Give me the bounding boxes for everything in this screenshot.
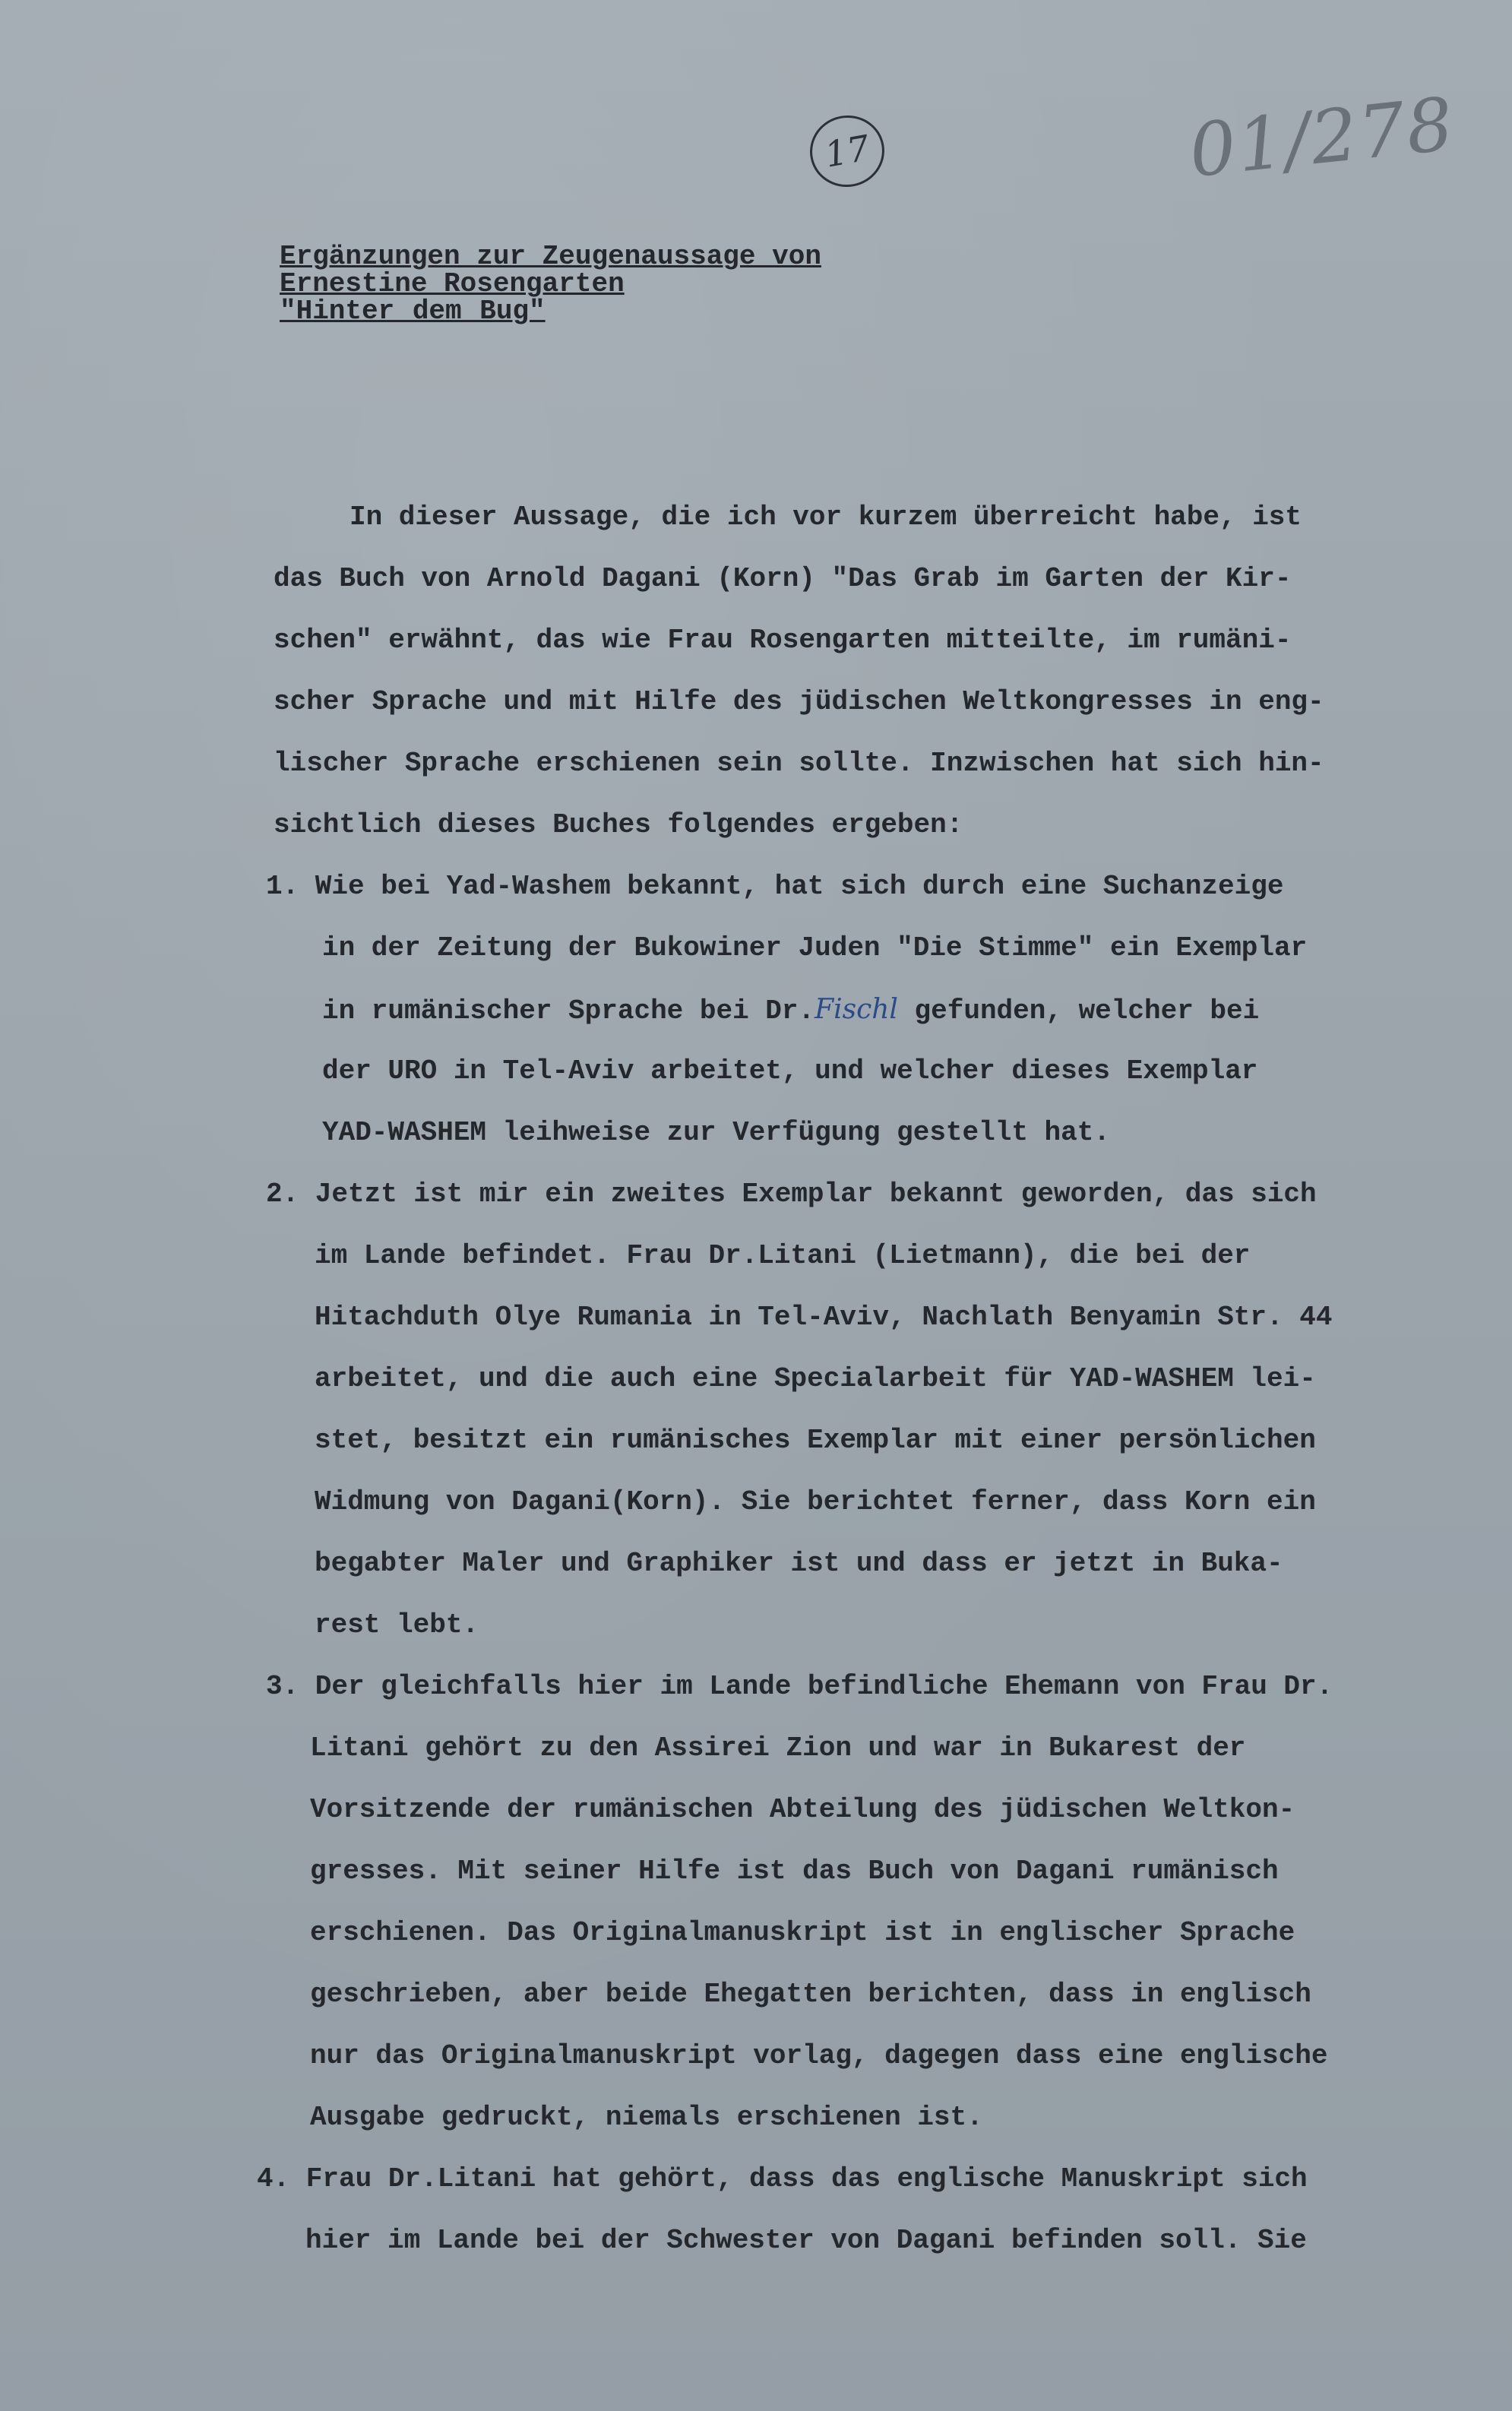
typed-text: in der Zeitung der Bukowiner Juden "Die Stimme" ein Exemplar (322, 932, 1308, 963)
text-line (274, 548, 1482, 609)
typed-text: schen" erwähnt, das wie Frau Rosengarten mitteilte, im rumäni- (274, 625, 1292, 656)
typed-text: gresses. Mit seiner Hilfe ist das Buch von Dagani rumänisch (310, 1856, 1279, 1887)
text-line (274, 794, 1482, 856)
heading-line: "Hinter dem Bug" (280, 296, 546, 327)
text-line (315, 1410, 1482, 1471)
text-line (274, 732, 1482, 794)
text-line (310, 1963, 1482, 2025)
heading-line: Ergänzungen zur Zeugenaussage von (280, 241, 821, 272)
text-line (310, 1902, 1482, 1963)
text-line (310, 1717, 1482, 1779)
text-line (322, 1102, 1482, 1163)
typed-text: stet, besitzt ein rumänisches Exemplar mit einer persönlichen (315, 1425, 1316, 1456)
typed-text: Ausgabe gedruckt, niemals erschienen ist. (310, 2102, 983, 2133)
text-line (274, 609, 1482, 671)
typed-text: arbeitet, und die auch eine Specialarbeit für YAD-WASHEM lei- (315, 1363, 1316, 1394)
page-number-stamp: 17 (805, 109, 890, 193)
typed-text: erschienen. Das Originalmanuskript ist in englischer Sprache (310, 1917, 1295, 1948)
typed-text: In dieser Aussage, die ich vor kurzem überreicht habe, ist (350, 502, 1302, 533)
text-line (322, 979, 1482, 1040)
text-line (315, 1225, 1482, 1286)
text-line (274, 671, 1482, 732)
typed-text: begabter Maler und Graphiker ist und dass er jetzt in Buka- (315, 1548, 1283, 1579)
typed-text: 2. Jetzt ist mir ein zweites Exemplar bekannt geworden, das sich (266, 1179, 1317, 1210)
text-line (310, 1840, 1482, 1902)
text-line (266, 1656, 1482, 1717)
typed-text: sichtlich dieses Buches folgendes ergeben: (274, 809, 963, 840)
text-line (257, 2148, 1482, 2210)
typed-text: in rumänischer Sprache bei Dr. (322, 995, 815, 1027)
document-body (257, 486, 1482, 2271)
text-line (310, 2025, 1482, 2087)
text-line (315, 1348, 1482, 1410)
typed-text: scher Sprache und mit Hilfe des jüdischen Weltkongresses in eng- (274, 686, 1324, 717)
typed-text: Hitachduth Olye Rumania in Tel-Aviv, Nachlath Benyamin Str. 44 (315, 1302, 1333, 1333)
typed-text: nur das Originalmanuskript vorlag, dagegen dass eine englische (310, 2040, 1328, 2071)
typed-text: lischer Sprache erschienen sein sollte. Inzwischen hat sich hin- (274, 748, 1324, 779)
text-line (305, 2210, 1482, 2271)
text-line (315, 1286, 1482, 1348)
typed-text: YAD-WASHEM leihweise zur Verfügung gestellt hat. (322, 1117, 1110, 1148)
text-line (266, 856, 1482, 917)
typed-text: 4. Frau Dr.Litani hat gehört, dass das englische Manuskript sich (257, 2163, 1308, 2194)
typed-text: im Lande befindet. Frau Dr.Litani (Lietmann), die bei der (315, 1240, 1251, 1271)
typed-text: 1. Wie bei Yad-Washem bekannt, hat sich durch eine Suchanzeige (266, 871, 1284, 902)
text-line (322, 917, 1482, 979)
typed-text: Widmung von Dagani(Korn). Sie berichtet ferner, dass Korn ein (315, 1486, 1316, 1517)
heading-line: Ernestine Rosengarten (280, 268, 625, 299)
typed-text: Vorsitzende der rumänischen Abteilung des jüdischen Weltkon- (310, 1794, 1295, 1825)
text-line (322, 1040, 1482, 1102)
typed-text: Litani gehört zu den Assirei Zion und war in Bukarest der (310, 1732, 1246, 1764)
text-line (266, 1163, 1482, 1225)
typed-text: das Buch von Arnold Dagani (Korn) "Das Grab im Garten der Kir- (274, 563, 1292, 594)
text-line (350, 486, 1482, 548)
handwritten-insertion: Fischl (815, 994, 898, 1025)
typed-text: rest lebt. (315, 1609, 479, 1641)
text-line (315, 1533, 1482, 1594)
typed-text: gefunden, welcher bei (897, 995, 1260, 1027)
text-line (315, 1471, 1482, 1533)
text-line (310, 2087, 1482, 2148)
typed-text: der URO in Tel-Aviv arbeitet, und welcher dieses Exemplar (322, 1055, 1258, 1087)
typed-text: geschrieben, aber beide Ehegatten berichten, dass in englisch (310, 1979, 1311, 2010)
reference-number-handwritten: 01/278 (1185, 81, 1459, 194)
typed-text: hier im Lande bei der Schwester von Dagani befinden soll. Sie (305, 2225, 1307, 2256)
text-line (310, 1779, 1482, 1840)
text-line (315, 1594, 1482, 1656)
typed-text: 3. Der gleichfalls hier im Lande befindliche Ehemann von Frau Dr. (266, 1671, 1333, 1702)
document-heading (280, 243, 821, 325)
